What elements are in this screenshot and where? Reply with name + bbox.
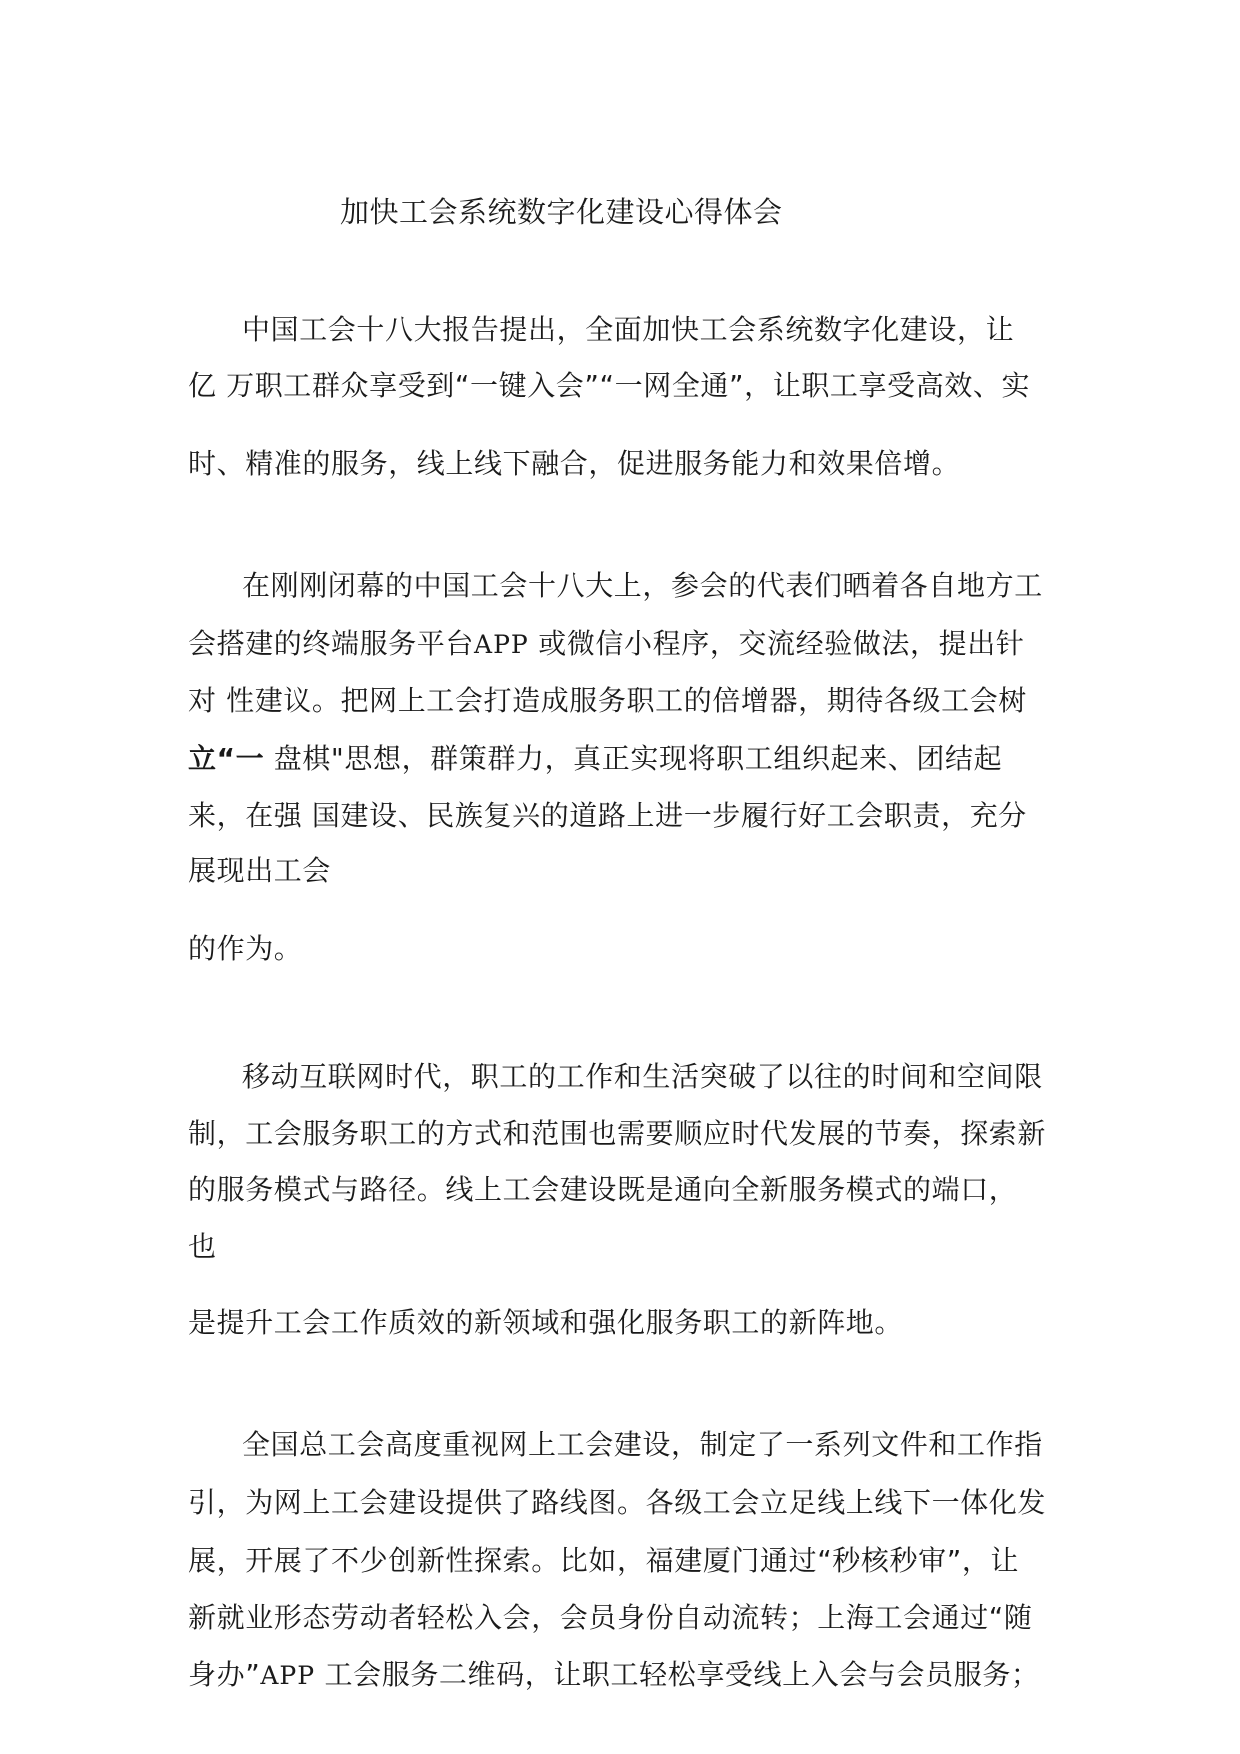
paragraph-2-line-1: 在刚刚闭幕的中国工会十八大上，参会的代表们晒着各自地方工 [242,569,1043,602]
paragraph-3-line-3: 的服务模式与路径。线上工会建设既是通向全新服务模式的端口， [188,1173,1018,1206]
app-term: APP [474,630,529,659]
paragraph-2-line-2-text-b: 或微信小程序，交流经验做法，提出针 [528,627,1025,660]
paragraph-4-line-3: 展，开展了不少创新性探索。比如，福建厦门通过“秒核秒审”，让 [188,1544,1020,1577]
paragraph-2-line-4 [188,739,1002,779]
paragraph-4-line-5-text-b: 工会服务二维码，让职工轻松享受线上入会与会员服务； [315,1658,1040,1691]
paragraph-2-line-3: 对 性建议。把网上工会打造成服务职工的倍增器，期待各级工会树 [188,684,1027,717]
app-term: APP [260,1661,316,1690]
paragraph-2-line-6: 展现出工会 [188,854,332,887]
paragraph-1-line-3: 时、精准的服务，线上线下融合，促进服务能力和效果倍增。 [188,447,961,480]
paragraph-2-line-2 [188,624,1024,665]
paragraph-1-line-1: 中国工会十八大报告提出，全面加快工会系统数字化建设，让 [242,313,1015,346]
paragraph-4-line-1: 全国总工会高度重视网上工会建设，制定了一系列文件和工作指 [242,1428,1043,1461]
paragraph-2-line-7: 的作为。 [188,932,303,965]
paragraph-4-line-2: 引，为网上工会建设提供了路线图。各级工会立足线上线下一体化发 [188,1486,1047,1519]
paragraph-2-line-4-text: 盘棋"思想，群策群力，真正实现将职工组织起来、团结起 [264,742,1003,775]
paragraph-3-line-5: 是提升工会工作质效的新领域和强化服务职工的新阵地。 [188,1306,904,1339]
paragraph-3-line-2: 制，工会服务职工的方式和范围也需要顺应时代发展的节奏，探索新 [188,1117,1047,1150]
paragraph-3-line-1: 移动互联网时代，职工的工作和生活突破了以往的时间和空间限 [242,1060,1043,1093]
paragraph-4-line-5-text-a: 身办” [188,1658,261,1691]
paragraph-2-line-5: 来，在强 国建设、民族复兴的道路上进一步履行好工会职责，充分 [188,799,1027,832]
paragraph-1-line-2: 亿 万职工群众享受到“一键入会”“一网全通”，让职工享受高效、实 [188,369,1031,402]
paragraph-2-line-2-text-a: 会搭建的终端服务平台 [188,627,475,660]
paragraph-4-line-4: 新就业形态劳动者轻松入会，会员身份自动流转；上海工会通过“随 [188,1601,1033,1634]
document-title: 加快工会系统数字化建设心得体会 [340,195,783,229]
paragraph-2-line-4-bold: 立“一 [188,742,265,775]
paragraph-3-line-4: 也 [188,1230,217,1263]
paragraph-4-line-5 [188,1655,1040,1696]
